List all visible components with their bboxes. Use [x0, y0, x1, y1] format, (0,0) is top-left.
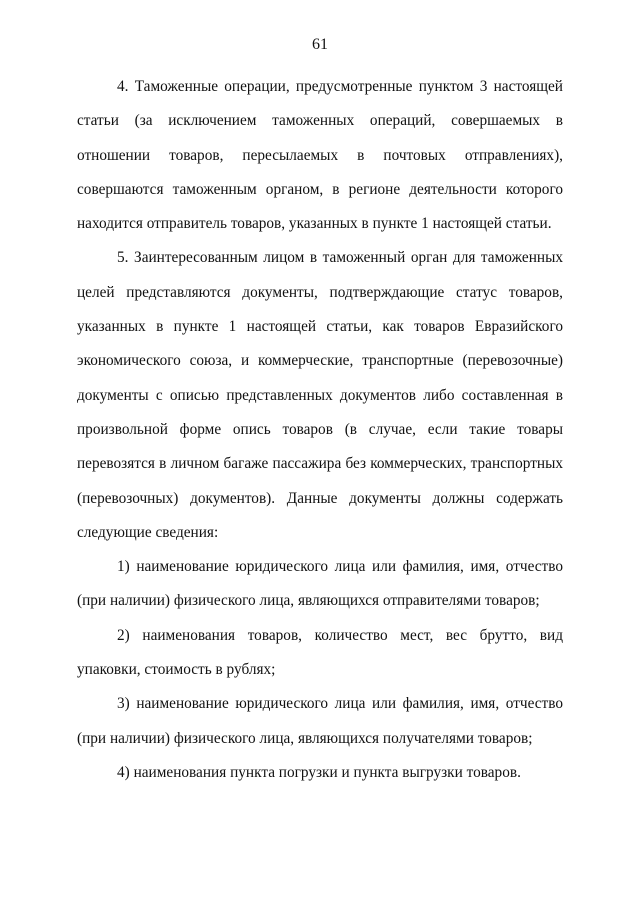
subitem-1-sender-details: 1) наименование юридического лица или фамилия, имя, отчество (при наличии) физического лица, являющихся отправителями товаров; [77, 558, 563, 610]
paragraph-item-5: 5. Заинтересованным лицом в таможенный орган для таможенных целей представляются документы, подтверждающие статус товаров, указанных в пункте 1 настоящей статьи, как товаров Евразийского экономического союза, и коммерческие, транспортные (перевозочные) документы с описью представленных документов либо составленная в произвольной форме опись товаров (в случае, если такие товары перевозятся в личном багаже пассажира без коммерческих, транспортных (перевозочных) документов). Данные документы должны содержать следующие сведения: [77, 249, 563, 541]
paragraph-item-4: 4. Таможенные операции, предусмотренные пунктом 3 настоящей статьи (за исключением таможенных операций, совершаемых в отношении товаров, пересылаемых в почтовых отправлениях), совершаются таможенным органом, в регионе деятельности которого находится отправитель товаров, указанных в пункте 1 настоящей статьи. [77, 78, 563, 233]
subitem-4-loading-unloading-points: 4) наименования пункта погрузки и пункта выгрузки товаров. [117, 763, 521, 781]
subitem-3-recipient-details: 3) наименование юридического лица или фамилия, имя, отчество (при наличии) физического лица, являющихся получателями товаров; [77, 695, 563, 747]
document-body [77, 70, 563, 790]
subitem-2-goods-details: 2) наименования товаров, количество мест, вес брутто, вид упаковки, стоимость в рублях; [77, 626, 563, 679]
page-number: 61 [312, 36, 328, 53]
